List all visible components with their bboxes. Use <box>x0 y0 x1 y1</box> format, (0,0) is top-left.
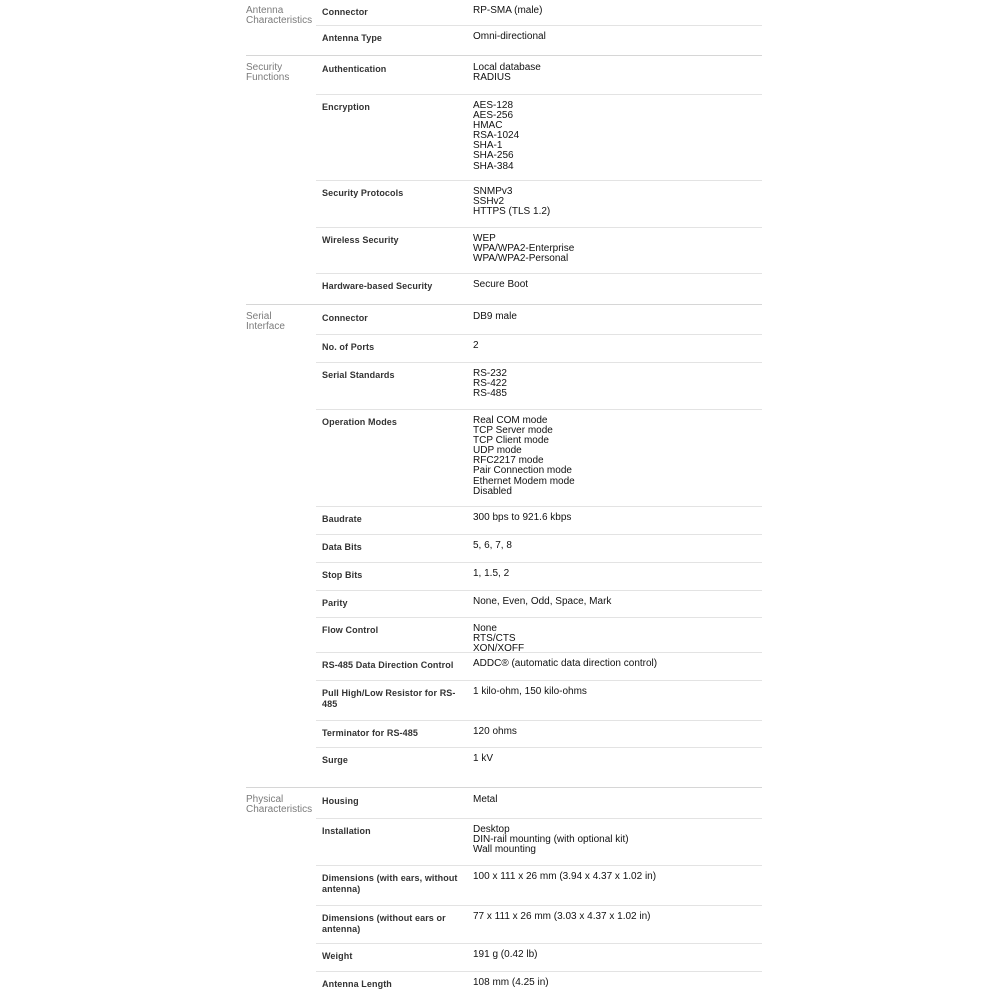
spec-value <box>473 687 763 697</box>
spec-row <box>316 721 762 748</box>
spec-row <box>316 563 762 591</box>
spec-label: Stop Bits <box>322 570 363 580</box>
spec-value-line: RS-422 <box>473 378 507 390</box>
spec-row <box>316 57 762 95</box>
spec-value-line: HMAC <box>473 120 503 132</box>
spec-value <box>473 187 763 217</box>
spec-row <box>316 274 762 304</box>
section-divider <box>246 55 762 56</box>
spec-value <box>473 541 763 551</box>
spec-label: Weight <box>322 951 353 961</box>
spec-value-line: XON/XOFF <box>473 643 525 655</box>
spec-label: RS-485 Data Direction Control <box>322 660 454 670</box>
spec-value-line: RP-SMA (male) <box>473 5 543 16</box>
spec-value <box>473 569 763 579</box>
spec-label: Flow Control <box>322 625 379 635</box>
spec-label: Connector <box>322 7 368 17</box>
spec-row <box>316 410 762 507</box>
spec-value-line: 77 x 111 x 26 mm (3.03 x 4.37 x 1.02 in) <box>473 911 651 922</box>
spec-label: Antenna Type <box>322 33 383 43</box>
spec-value-line: None, Even, Odd, Space, Mark <box>473 596 612 607</box>
spec-value-line: RTS/CTS <box>473 633 516 645</box>
spec-label: Dimensions (without ears or antenna) <box>322 913 446 934</box>
spec-value-line: 1, 1.5, 2 <box>473 568 510 579</box>
spec-value-line: 2 <box>473 340 479 351</box>
spec-row <box>316 748 762 777</box>
spec-label: Parity <box>322 598 348 608</box>
spec-row <box>316 906 762 944</box>
spec-value <box>473 513 763 523</box>
spec-value-line: Local database <box>473 62 541 73</box>
spec-value-line: UDP mode <box>473 445 522 457</box>
spec-value-line: None <box>473 623 497 634</box>
spec-value-line: AES-128 <box>473 100 514 111</box>
spec-value <box>473 341 763 351</box>
spec-value <box>473 101 763 172</box>
spec-row <box>316 507 762 535</box>
spec-value <box>473 6 763 16</box>
section-divider <box>246 304 762 305</box>
spec-value <box>473 597 763 607</box>
spec-value-line: RFC2217 mode <box>473 455 544 467</box>
spec-value-line: SHA-256 <box>473 150 514 162</box>
spec-value <box>473 234 763 264</box>
spec-value-line: 191 g (0.42 lb) <box>473 949 538 960</box>
spec-value-line: DB9 male <box>473 311 517 322</box>
spec-value-line: Secure Boot <box>473 279 529 290</box>
spec-label: Hardware-based Security <box>322 281 433 291</box>
spec-row <box>316 866 762 906</box>
spec-value <box>473 978 763 988</box>
spec-label: Data Bits <box>322 542 362 552</box>
spec-value-line: RSA-1024 <box>473 130 520 142</box>
section-title: Security Functions <box>246 62 290 83</box>
spec-value-line: 100 x 111 x 26 mm (3.94 x 4.37 x 1.02 in) <box>473 871 657 882</box>
spec-label: Installation <box>322 826 371 836</box>
spec-value <box>473 280 763 290</box>
spec-value-line: RS-485 <box>473 388 507 400</box>
spec-row <box>316 972 762 1000</box>
spec-value-line: RS-232 <box>473 368 507 379</box>
section-title: Physical Characteristics <box>246 794 313 815</box>
spec-value <box>473 659 763 669</box>
spec-value-line: SHA-384 <box>473 160 514 172</box>
spec-value <box>473 795 763 805</box>
spec-value-line: TCP Server mode <box>473 425 553 437</box>
spec-row <box>316 535 762 563</box>
spec-value <box>473 624 763 654</box>
spec-row <box>316 95 762 181</box>
spec-value-line: ADDC® (automatic data direction control) <box>473 658 658 669</box>
spec-label: Serial Standards <box>322 370 395 380</box>
spec-label: Authentication <box>322 64 387 74</box>
spec-value-line: DIN-rail mounting (with optional kit) <box>473 834 629 846</box>
spec-value-line: 5, 6, 7, 8 <box>473 540 512 551</box>
spec-label: Encryption <box>322 102 371 112</box>
spec-label: Pull High/Low Resistor for RS-485 <box>322 688 456 709</box>
spec-label: Security Protocols <box>322 188 404 198</box>
spec-label: No. of Ports <box>322 342 375 352</box>
spec-value-line: RADIUS <box>473 72 511 84</box>
section-divider <box>246 787 762 788</box>
spec-label: Housing <box>322 796 359 806</box>
spec-value-line: SNMPv3 <box>473 186 513 197</box>
spec-value-line: Omni-directional <box>473 31 546 42</box>
spec-value <box>473 912 763 922</box>
spec-value <box>473 32 763 42</box>
spec-value-line: TCP Client mode <box>473 435 549 447</box>
spec-value-line: Real COM mode <box>473 415 548 426</box>
spec-value <box>473 825 763 855</box>
spec-value-line: Desktop <box>473 824 510 835</box>
spec-value-line: Pair Connection mode <box>473 465 572 477</box>
spec-label: Connector <box>322 313 368 323</box>
spec-value <box>473 754 763 764</box>
spec-value-line: 1 kV <box>473 753 494 764</box>
spec-value-line: WEP <box>473 233 496 244</box>
spec-value-line: SHA-1 <box>473 140 503 152</box>
spec-value-line: Ethernet Modem mode <box>473 475 575 487</box>
spec-row <box>316 335 762 363</box>
spec-row <box>316 789 762 819</box>
spec-row <box>316 653 762 681</box>
spec-value-line: WPA/WPA2-Enterprise <box>473 243 575 255</box>
spec-label: Wireless Security <box>322 235 399 245</box>
spec-value <box>473 950 763 960</box>
spec-label: Terminator for RS-485 <box>322 728 418 738</box>
spec-label: Baudrate <box>322 514 362 524</box>
spec-value-line: 108 mm (4.25 in) <box>473 977 549 988</box>
spec-label: Dimensions (with ears, without antenna) <box>322 873 458 894</box>
section-title: Serial Interface <box>246 311 285 332</box>
spec-value <box>473 312 763 322</box>
spec-value-line: WPA/WPA2-Personal <box>473 253 569 265</box>
spec-value-line: Metal <box>473 794 498 805</box>
spec-row <box>316 681 762 721</box>
section-title: Antenna Characteristics <box>246 5 313 26</box>
spec-value <box>473 727 763 737</box>
spec-row <box>316 306 762 335</box>
spec-value-line: AES-256 <box>473 110 514 122</box>
spec-row <box>316 181 762 228</box>
spec-label: Surge <box>322 755 349 765</box>
spec-value <box>473 369 763 399</box>
spec-value-line: HTTPS (TLS 1.2) <box>473 206 551 218</box>
spec-row <box>316 0 762 26</box>
spec-row <box>316 591 762 618</box>
spec-label: Operation Modes <box>322 417 398 427</box>
spec-row <box>316 228 762 274</box>
spec-value <box>473 63 763 83</box>
spec-label: Antenna Length <box>322 979 392 989</box>
spec-value-line: Disabled <box>473 485 512 497</box>
spec-row <box>316 944 762 972</box>
spec-value-line: 300 bps to 921.6 kbps <box>473 512 572 523</box>
spec-value-line: Wall mounting <box>473 844 536 856</box>
spec-row <box>316 363 762 410</box>
spec-row <box>316 26 762 56</box>
spec-value-line: SSHv2 <box>473 196 505 208</box>
spec-row <box>316 618 762 653</box>
spec-value-line: 1 kilo-ohm, 150 kilo-ohms <box>473 686 587 697</box>
spec-value <box>473 872 763 882</box>
spec-row <box>316 819 762 866</box>
spec-value-line: 120 ohms <box>473 726 517 737</box>
spec-value <box>473 416 763 497</box>
